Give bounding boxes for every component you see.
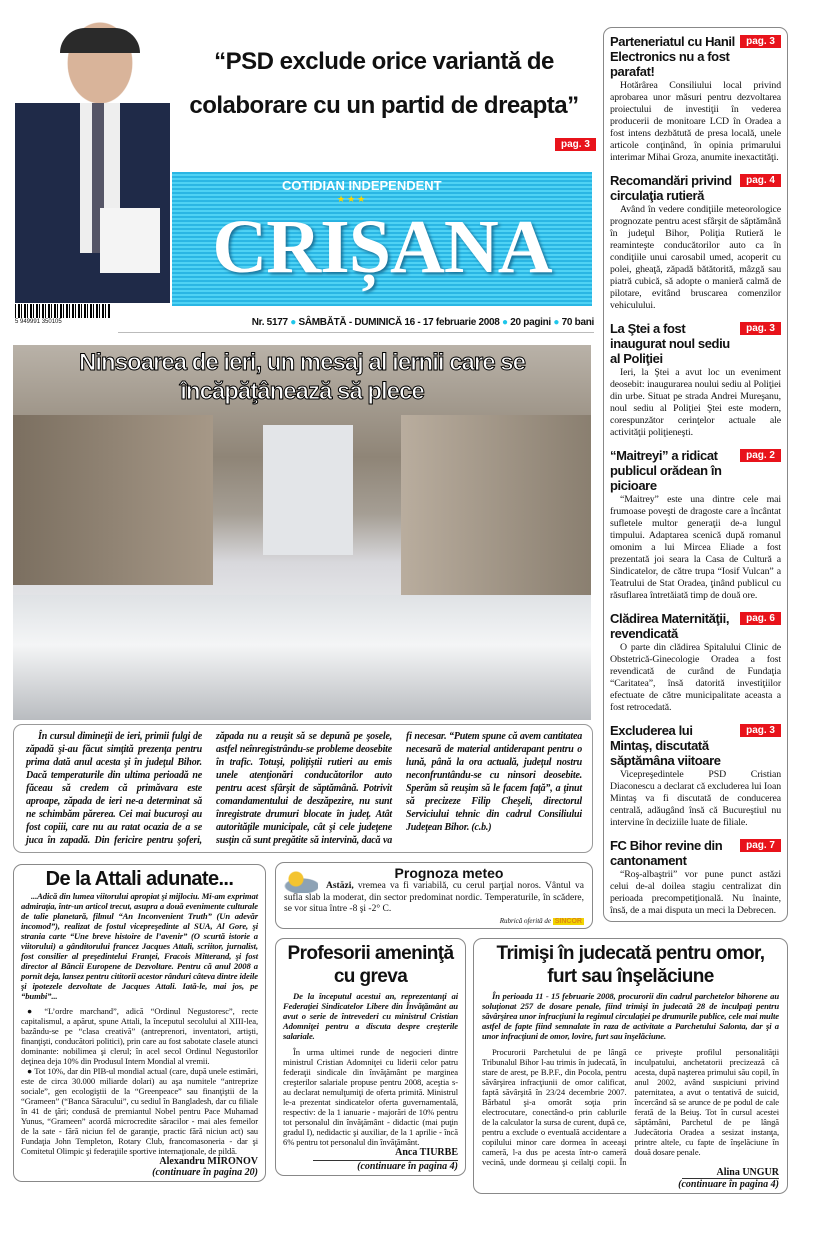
partly-cloudy-icon <box>282 871 318 893</box>
top-story-headline[interactable]: “PSD exclude orice variantă de colaborare cu un partid de dreapta” <box>189 48 579 119</box>
sidebar-item-page[interactable]: pag. 7 <box>740 839 781 852</box>
sidebar-item[interactable] <box>610 448 781 602</box>
attali-bullet: ● “L’ordre marchand”, adică “Ordinul Negustoresc”, recte capitalismul, a apărut, spune Attali, la începutul secolului al XIII-lea, bazându-se pe “clasa creativă” (antreprenori, inventatori, artişti, finanţişti, conducători politici), prin care au fost sabotate clasele atunci dominante: nobilimea şi clerul; în acel secol Ordinul Negustorilor deţinea deja 10% din Produsul Intern Mondial al vremii. <box>21 1006 258 1066</box>
issue-date: SÂMBĂTĂ - DUMINICĂ 16 - 17 februarie 2008 <box>298 317 500 328</box>
sponsor-logo: SINCOR <box>554 917 582 925</box>
top-story-page[interactable]: pag. 3 <box>555 138 596 151</box>
snow-lead-box <box>13 724 593 853</box>
sidebar-item-page[interactable]: pag. 3 <box>740 724 781 737</box>
sidebar-item-title[interactable]: Clădirea Maternităţii, revendicată <box>610 611 730 641</box>
attali-author: Alexandru MIRONOV <box>159 1156 258 1167</box>
sidebar-item-text: Hotărârea Consiliului local privind aprobarea unor măsuri pentru dezvoltarea proiectului de investiţii în vederea producerii de monitoare LCD în Oradea a fost intens dezbătută de presa locală, unele articole conţinând, în opinia primarului interimar Mihai Groza, anumite inexactităţi. <box>610 80 781 163</box>
sidebar-item-text: “Maitrey” este una dintre cele mai frumoase poveşti de dragoste care a încântat sufletele multor generaţii de-a lungul timpului. Adaptarea scenică după romanul omonim a lui Mircea Eliade a fost prezentată joi seara la Casa de Cultură a Sindicatelor, de către trupa “Iosif Vulcan” a Teatrului de Stat Oradea, ţinând publicul cu răsuflarea întretăiată timp de două ore. <box>610 494 781 601</box>
sidebar-item-text: Vicepreşedintele PSD Cristian Diaconescu a declarat că excluderea lui Ioan Mintaş va fi discutată de conducerea centrală, adăugând însă că Bucureştiul nu intervine în deciziile luate de filiale. <box>610 769 781 828</box>
attali-continue[interactable]: (continuare în pagina 20) <box>152 1167 258 1178</box>
attali-bullet: ● Tot 10%, dar din PIB-ul mondial actual (care, după unele estimări, este de circa 30.000 miliarde dolari) au aşa numitele “antreprize sociale”, gen ecologiştii de la “Greenpeace” sau finanţiştii de la “Grameen” (“Banca Săracului”, cu sediul în Bangladesh, dar cu filiale în 41 de ţări; condusă de premiantul Nobel pentru Pace Muhamad Yunus, “Grameen” acordă microcredite săracilor - mai ales femeilor de la sate - fără niciun fel de garanţie, practic fără niciun act) sau Fundaţia John Templeton, Rotary Club, francomasoneria - dar şi Comitetul Olimpic şi federaţiile sportive internaţionale, de pildă. <box>21 1066 258 1156</box>
sidebar-item-title[interactable]: Parteneriatul cu Hanil Electronics nu a fost parafat! <box>610 34 735 79</box>
court-author: Alina UNGUR <box>682 1167 779 1179</box>
weather-sponsor: Rubrică oferită de SINCOR <box>499 916 582 925</box>
barcode-digits: 5 949991 350105 <box>15 319 62 325</box>
attali-article <box>13 864 266 1182</box>
sidebar-item-text: “Roş-albaştrii” vor pune punct astăzi celui de-al doilea stagiu centralizat din perioada precompetiţională. Nu înainte, însă, de a mai disputa un meci la Debrecen. <box>610 869 781 916</box>
sidebar-item[interactable] <box>610 723 781 829</box>
court-intro: În perioada 11 - 15 februarie 2008, procurorii din cadrul parchetelor bihorene au soluţionat 257 de dosare penale, fiind trimişi în judecată 28 de inculpaţi pentru săvârşirea unor infracţiuni la regimul circulaţiei pe drumurile publice, cele mai multe astfel de fapte fiind semnalate în raza de activitate a Parchetului Salonta, dar şi a unor infracţiuni de omor, lovire, furt sau înşelăciune. <box>482 991 779 1041</box>
attali-title[interactable]: De la Attali adunate... <box>45 868 234 890</box>
sidebar-item-title[interactable]: La Ştei a fost inaugurat noul sediu al Poliţiei <box>610 321 730 366</box>
sidebar-item[interactable] <box>610 838 781 917</box>
sidebar-item-text: O parte din clădirea Spitalului Clinic de Obstetrică-Ginecologie Oradea a fost revendicată de curând de Fundaţia “Caritatea”, însă datorită investiţiilor efectuate de către municipalitate aceasta a fost retrocedată. <box>610 642 781 713</box>
sidebar-item-page[interactable]: pag. 2 <box>740 449 781 462</box>
weather-box <box>275 862 593 929</box>
sidebar-item-page[interactable]: pag. 3 <box>740 322 781 335</box>
sidebar-item-title[interactable]: FC Bihor revine din cantonament <box>610 838 723 868</box>
teachers-intro: De la începutul acestui an, reprezentanţi ai Federaţiei Sindicatelor Libere din Învăţământ au avut o serie de întrevederi cu ministrul Cristian Adomniţei pentru a discuta despre creşterile salariale. <box>283 991 458 1041</box>
masthead-tagline: COTIDIAN INDEPENDENT <box>282 178 442 193</box>
sidebar-item-text: Având în vedere condiţiile meteorologice prognozate pentru acest sfârşit de săptămână în judeţul Bihor, Poliţia Rutieră le reaminteşte conducătorilor auto ca în condiţiile unui carosabil umed, acoperit cu polei, gheaţă, zăpadă bătătorită, mâzgă sau piatră cubică, să adopte o manieră calmă de pilotare, evitând bruscarea comenzilor vehiculului. <box>610 204 781 311</box>
weather-text: Astăzi, vremea va fi variabilă, cu cerul parţial noros. Vântul va sufla slab la moderat, din sector predominat nordic. Temperaturile, în scădere, se vor situa între -8 şi -2° C. <box>284 881 584 914</box>
sidebar-item-title[interactable]: “Maitreyi” a ridicat publicul orădean în picioare <box>610 448 722 493</box>
court-continue[interactable]: (continuare în pagina 4) <box>678 1179 779 1190</box>
teachers-author: Anca TIURBE <box>313 1147 458 1161</box>
photo-headline[interactable]: Ninsoarea de ieri, un mesaj al iernii care se încăpăţânează să plece <box>79 349 525 405</box>
court-body: Procurorii Parchetului de pe lângă Tribunalul Bihor l-au trimis în judecată, în stare de arest, pe B.P.F., din Pocola, pentru săvârşirea infracţiunii de omor calificat, faptă săvârşită în 23/24 decembrie 2007. Bărbatul şi-a omorât soţia prin electrocutare, conectând-o prin cablurile de la calculator la sursa de curent, după ce, pentru a exclude o eventuală accidentare a copilului minor care dormea în aceeaşi cameră, l-a dus pe acesta într-o cameră vecină, unde dormeau şi ceilalţi copii. În ce priveşte profilul personalităţii inculpatului, anchetatorii precizează că acesta, după naşterea primului său copil, în anul 2002, având suspiciuni privind paternitatea, a avut o tentativă de suicid, încercând să se arunce de pe podul de cale ferată de la Beiuş. Tot în cursul acestei săptămâni, Parchetul de pe lângă Judecătoria Oradea a sesizat instanţa, printre altele, cu fapte de înşelăciune în două dosare penale. <box>482 1047 779 1167</box>
issue-line: Nr. 5177 ● SÂMBĂTĂ - DUMINICĂ 16 - 17 februarie 2008 ● 20 pagini ● 70 bani <box>118 316 594 333</box>
masthead-title: CRIȘANA <box>212 205 552 289</box>
attali-intro: ...Adică din lumea viitorului apropiat şi mijlociu. Mi-am exprimat admiraţia, într-un articol trecut, asupra a două evenimente culturale de talie planetară, filmul “An Inconvenient Truth” (Un adevăr incomod”), realizat de fostul vicepreşedinte al SUA, Al Gore, şi strania carte “Une breve histoire de l’avenir” (O scurtă istorie a viitorului) a gânditorului francez Jacques Attali, scriitor, jurnalist, fost consilier al preşedintelui Franţei, Fracois Mitterand, şi fost director al Băncii Europene de Dezvoltare. Pentru că anul 2008 a pornit deja, lansez pentru cititorii acestor rânduri câteva dintre ideile şi ipotezele dezvoltate de Jacques Attali. Iată-le, mai jos, pe “bumbi”... <box>21 891 258 1001</box>
sidebar-item[interactable] <box>610 321 781 439</box>
politician-photo <box>15 8 170 303</box>
sidebar-item[interactable] <box>610 173 781 312</box>
teachers-article <box>275 938 466 1176</box>
teachers-title[interactable]: Profesorii ameninţă cu greva <box>287 943 454 987</box>
sidebar-item-text: Ieri, la Ştei a avut loc un eveniment deosebit: inaugurarea noului sediu al Poliţiei din urbe. Situat pe strada Andrei Mureşanu, noul sediu al Poliţiei Ştei este modern, corespunzător cerinţelor actuale ale activităţii poliţieneşti. <box>610 367 781 438</box>
masthead <box>172 172 592 306</box>
issue-price: 70 bani <box>561 317 594 328</box>
court-article <box>473 938 788 1194</box>
sidebar-item[interactable] <box>610 34 781 164</box>
sidebar-item-page[interactable]: pag. 4 <box>740 174 781 187</box>
sidebar-item-title[interactable]: Recomandări privind circulaţia rutieră <box>610 173 732 203</box>
sidebar-item-page[interactable]: pag. 3 <box>740 35 781 48</box>
teachers-body: În urma ultimei runde de negocieri dintre ministrul Cristian Adomniţei cu liderii celor patru federaţii sindicale din învăţământ pe marginea creşterilor salariale propuse pentru 2008, aceştia s-au declarat nemulţumiţi de oferta primită. Ministrul le-a prezentat sindicatelor oferta guvernamentală, respectiv: de la 1 ianuarie - majorări de 10% pentru tot personalul din învăţământ - didactic (mai puţin gradul I), nedidactic şi auxiliar, de la 1 aprilie - încă 6% pentru tot personalul din învăţământ. <box>283 1047 458 1147</box>
weather-title: Prognoza meteo <box>394 865 504 881</box>
sidebar-item-title[interactable]: Excluderea lui Mintaş, discutată săptămâna viitoare <box>610 723 721 768</box>
issue-pages: 20 pagini <box>510 317 551 328</box>
issue-number: Nr. 5177 <box>251 317 288 328</box>
court-title[interactable]: Trimişi în judecată pentru omor, furt sau înşelăciune <box>496 943 765 987</box>
teachers-continue[interactable]: (continuare în pagina 4) <box>357 1161 458 1172</box>
sidebar-news <box>603 27 788 922</box>
sidebar-item[interactable] <box>610 611 781 714</box>
snow-lead-text: În cursul dimineţii de ieri, primii fulgi de zăpadă şi-au făcut simţită prezenţa pentru prima dată anul acesta şi în judeţul Bihor. Dacă temperaturile din ultima perioadă ne făceau să credem că primăvara este aproape, zăpada de ieri ne-a determinat să ne schimbăm părerea. Cei mai bucuroşi au fost copiii, care nu au ratat ocazia de a se juca în zapadă. Din fericire pentru şoferi, zăpada nu a reuşit să se depună pe şosele, astfel neînregistrându-se probleme deosebite în trafic. Totuşi, poliţiştii rutieri au emis unele atenţionări conducătorilor auto pentru acest sfârşit de săptămână. Potrivit comandamentului de deszăpezire, nu sunt înregistrate drumuri blocate în judeţ. Atât autorităţile municipale, cât şi cele judeţene susţin că sunt pregătite să intervină, dacă va fi necesar. “Putem spune că avem cantitatea necesară de material antiderapant pentru o lună, până la ora actuală, judeţul nostru neconfruntându-se cu ninsori deosebite. Sperăm să reuşim să le facem faţă”, a ţinut să precizeze Filip Cheşeli, directorul Serviciului tehnic din cadrul Consiliului Judeţean Bihor. (c.b.) <box>26 731 582 846</box>
sidebar-item-page[interactable]: pag. 6 <box>740 612 781 625</box>
barcode <box>15 304 110 318</box>
eu-stars-icon: ★★★ <box>337 194 368 204</box>
